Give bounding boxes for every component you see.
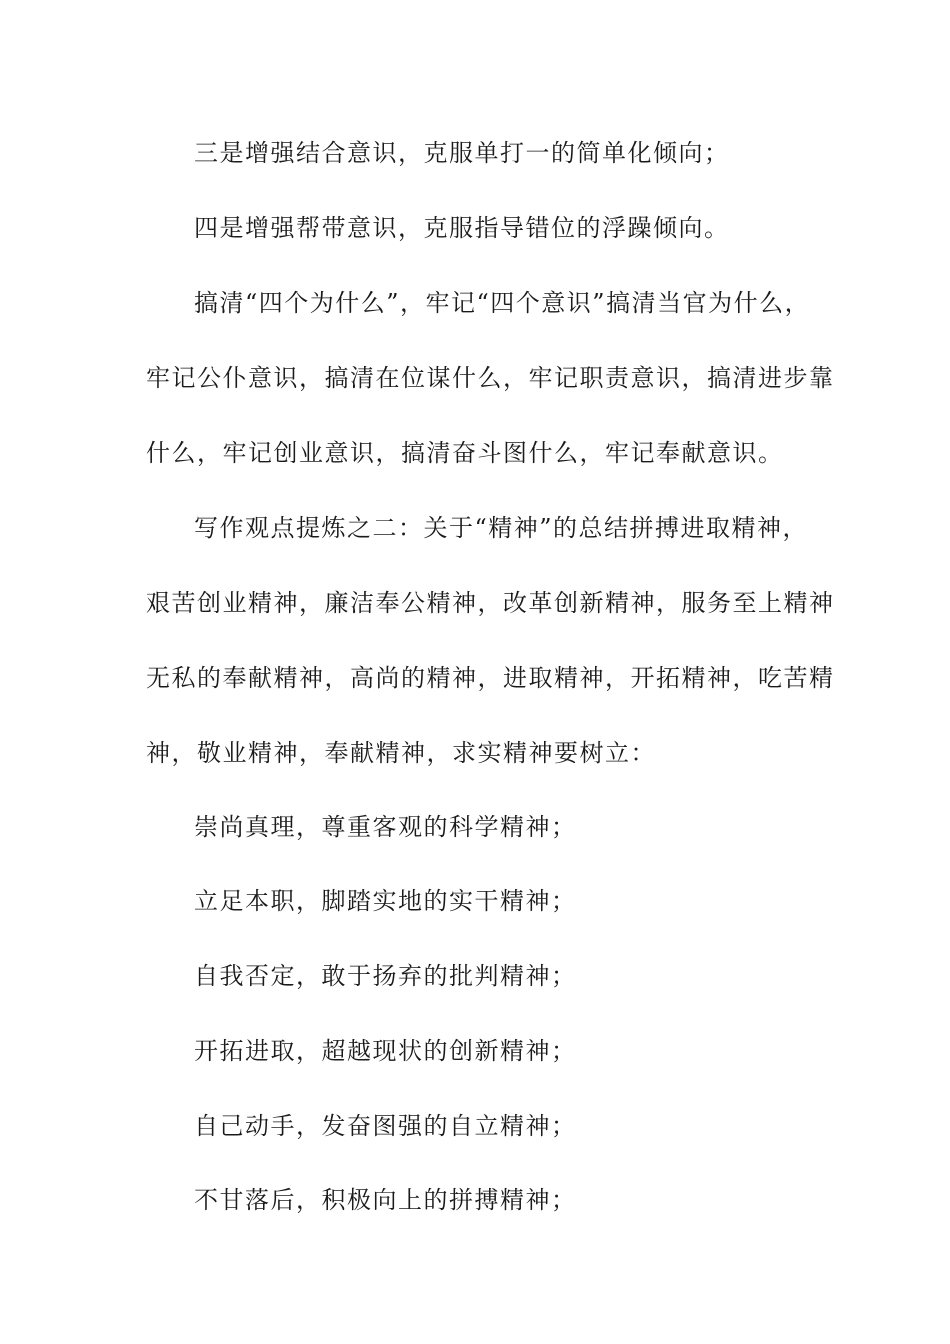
paragraph-line: 无私的奉献精神，高尚的精神，进取精神，开拓精神，吃苦精 (146, 664, 835, 692)
paragraph-line: 三是增强结合意识，克服单打一的简单化倾向； (194, 139, 730, 167)
paragraph-line: 不甘落后，积极向上的拼搏精神； (194, 1186, 577, 1214)
paragraph-line: 立足本职，脚踏实地的实干精神； (194, 887, 577, 915)
paragraph-line: 神，敬业精神，奉献精神，求实精神要树立： (146, 739, 656, 767)
paragraph-line: 开拓进取，超越现状的创新精神； (194, 1037, 577, 1065)
paragraph-line: 搞清“四个为什么”，牢记“四个意识”搞清当官为什么， (194, 289, 811, 317)
paragraph-line: 牢记公仆意识，搞清在位谋什么，牢记职责意识，搞清进步靠 (146, 364, 835, 392)
paragraph-line: 艰苦创业精神，廉洁奉公精神，改革创新精神，服务至上精神 (146, 589, 835, 617)
paragraph-line: 自我否定，敢于扬弃的批判精神； (194, 962, 577, 990)
paragraph-line: 自己动手，发奋图强的自立精神； (194, 1112, 577, 1140)
paragraph-line: 写作观点提炼之二：关于“精神”的总结拼搏进取精神， (194, 514, 809, 542)
paragraph-line: 什么，牢记创业意识，搞清奋斗图什么，牢记奉献意识。 (146, 439, 784, 467)
paragraph-line: 崇尚真理，尊重客观的科学精神； (194, 813, 577, 841)
paragraph-line: 四是增强帮带意识，克服指导错位的浮躁倾向。 (194, 214, 730, 242)
